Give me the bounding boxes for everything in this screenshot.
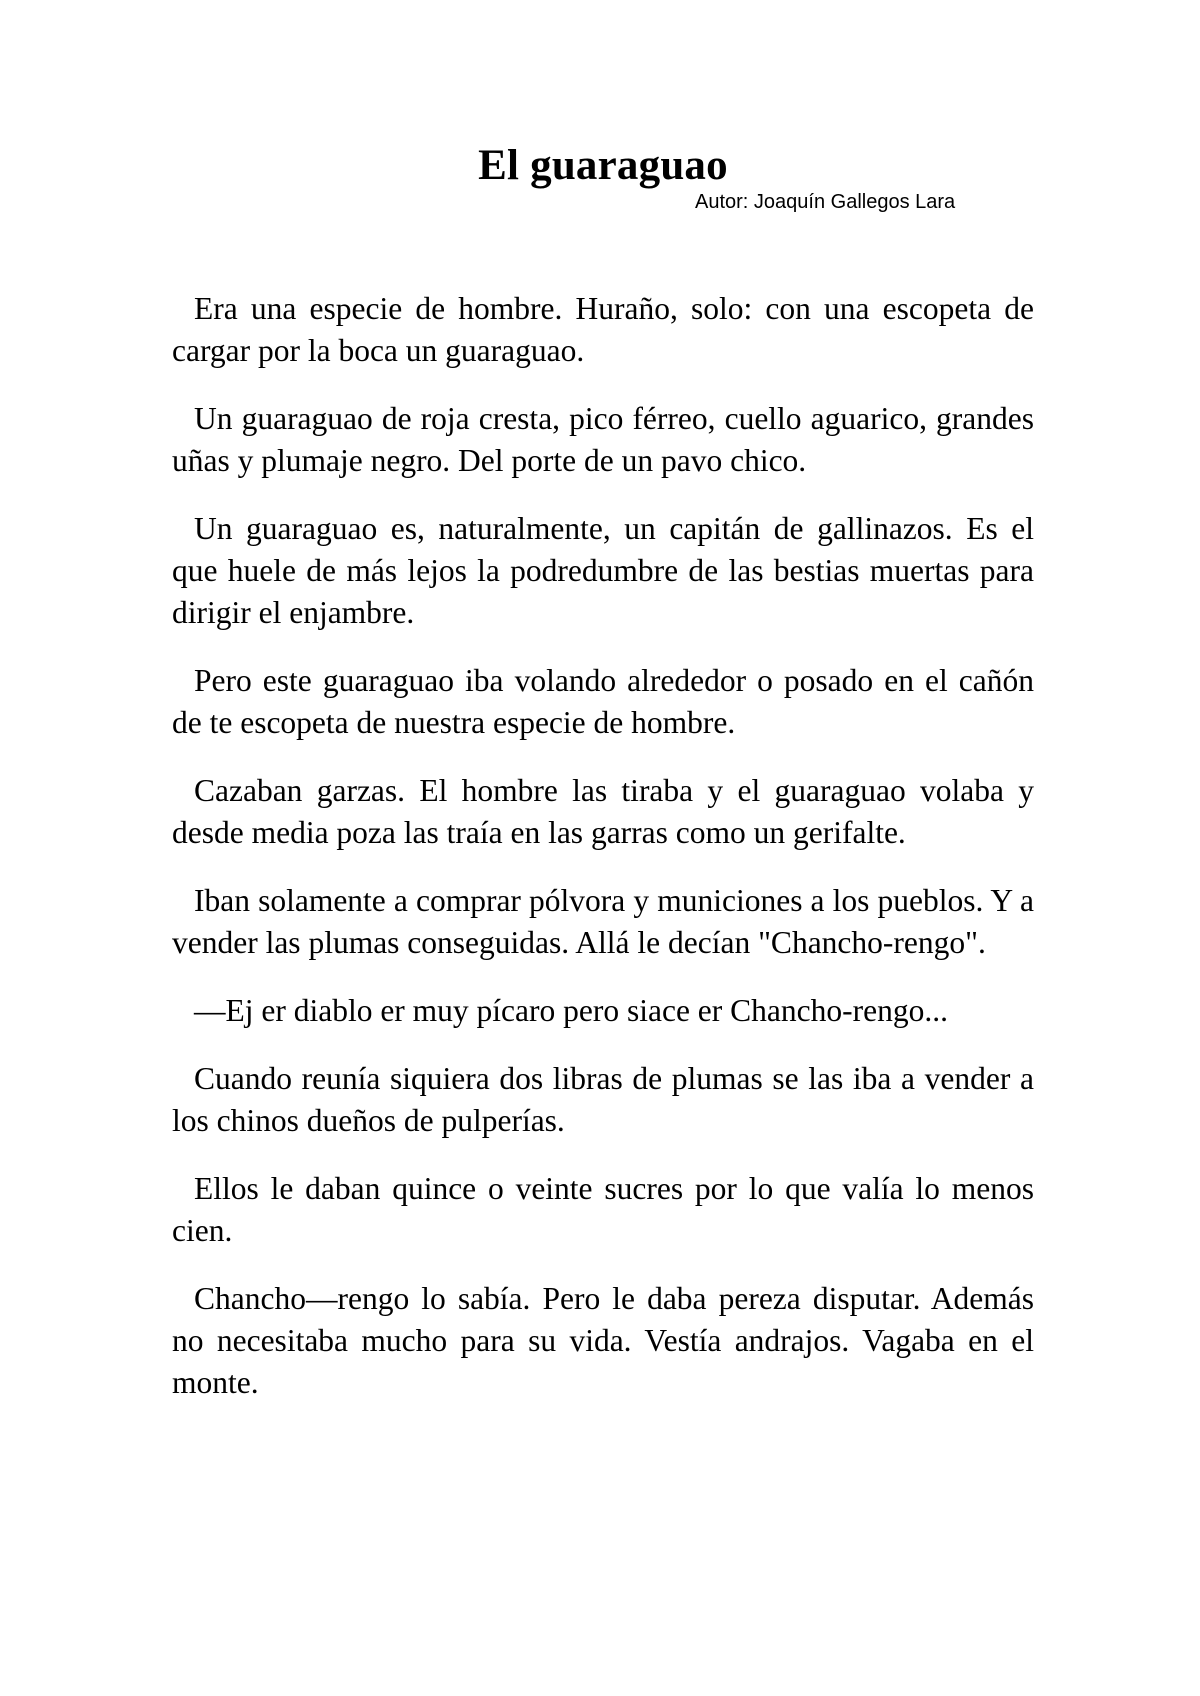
document-author: Autor: Joaquín Gallegos Lara	[695, 190, 956, 213]
document-page	[172, 140, 1034, 1430]
paragraph: Un guaraguao es, naturalmente, un capitán de gallinazos. Es el que huele de más lejos la podredumbre de las bestias muertas para dirigir el enjambre.	[172, 510, 1034, 630]
paragraph: Iban solamente a comprar pólvora y municiones a los pueblos. Y a vender las plumas conseguidas. Allá le decían "Chancho-rengo".	[172, 882, 1034, 960]
paragraph: Chancho—rengo lo sabía. Pero le daba pereza disputar. Además no necesitaba mucho para su vida. Vestía andrajos. Vagaba en el monte.	[172, 1280, 1034, 1400]
paragraph: Un guaraguao de roja cresta, pico férreo, cuello aguarico, grandes uñas y plumaje negro. Del porte de un pavo chico.	[172, 400, 1034, 478]
paragraph: Era una especie de hombre. Huraño, solo: con una escopeta de cargar por la boca un guaraguao.	[172, 290, 1034, 368]
paragraph: Cazaban garzas. El hombre las tiraba y el guaraguao volaba y desde media poza las traía en las garras como un gerifalte.	[172, 772, 1034, 850]
paragraph: Pero este guaraguao iba volando alrededor o posado en el cañón de te escopeta de nuestra especie de hombre.	[172, 662, 1034, 740]
document-title: El guaraguao	[478, 142, 728, 189]
document-body	[172, 288, 1034, 1404]
paragraph: —Ej er diablo er muy pícaro pero siace er Chancho-rengo...	[194, 992, 948, 1028]
paragraph: Cuando reunía siquiera dos libras de plumas se las iba a vender a los chinos dueños de pulperías.	[172, 1060, 1034, 1138]
paragraph: Ellos le daban quince o veinte sucres por lo que valía lo menos cien.	[172, 1170, 1034, 1248]
